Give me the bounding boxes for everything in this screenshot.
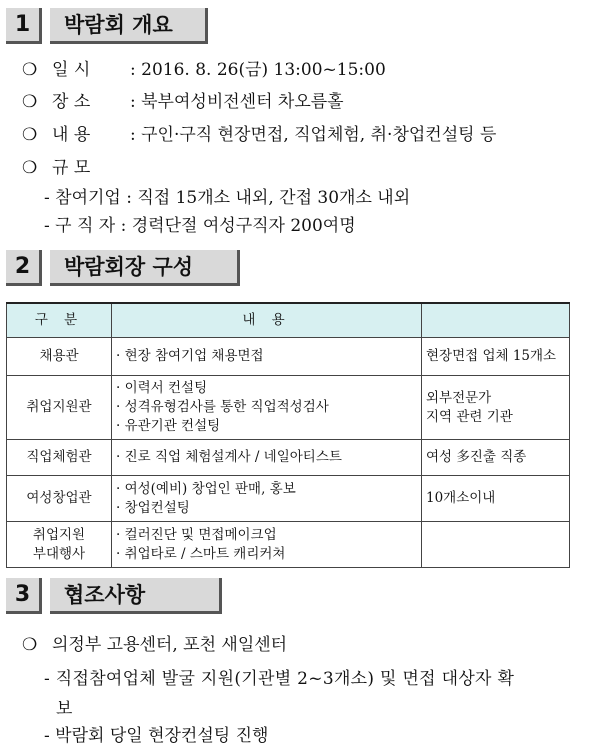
table-header-cell (422, 303, 570, 338)
table-row (7, 522, 570, 568)
bullet-icon: ❍ (22, 125, 38, 145)
contents-cell: · 현장 참여기업 채용면접 (112, 338, 422, 376)
category-cell: 채용관 (7, 338, 112, 376)
overview-value: : 북부여성비전센터 차오름홀 (130, 92, 344, 112)
section-number: 1 (6, 8, 42, 44)
overview-label: 일 시 (52, 60, 91, 80)
contents-cell: · 진로 직업 체험설계사 / 네일아티스트 (112, 440, 422, 476)
table-row (7, 440, 570, 476)
category-cell: 취업지원관 (7, 376, 112, 440)
overview-label: 내 용 (52, 125, 91, 145)
overview-value: : 구인·구직 현장면접, 직업체험, 취·창업컨설팅 등 (130, 125, 497, 145)
cooperation-subitem: 보 (56, 699, 73, 719)
table-row (7, 476, 570, 522)
bullet-icon: ❍ (22, 60, 38, 80)
table-row (7, 338, 570, 376)
section-title: 박람회 개요 (50, 8, 208, 44)
contents-cell: · 컬러진단 및 면접메이크업 · 취업타로 / 스마트 캐리커쳐 (112, 522, 422, 568)
note-cell: 외부전문가 지역 관련 기관 (422, 376, 570, 440)
category-cell: 여성창업관 (7, 476, 112, 522)
note-cell: 현장면접 업체 15개소 (422, 338, 570, 376)
cooperation-main: 의정부 고용센터, 포천 새일센터 (52, 635, 288, 655)
cooperation-subitem: - 박람회 당일 현장컨설팅 진행 (44, 726, 269, 746)
table-row (7, 376, 570, 440)
composition-table (6, 302, 570, 568)
bullet-icon: ❍ (22, 635, 38, 655)
category-cell: 직업체험관 (7, 440, 112, 476)
overview-subitem: - 참여기업 : 직접 15개소 내외, 간접 30개소 내외 (44, 188, 411, 208)
bullet-icon: ❍ (22, 92, 38, 112)
note-cell: 10개소이내 (422, 476, 570, 522)
overview-label: 장 소 (52, 92, 91, 112)
cooperation-subitem: - 직접참여업체 발굴 지원(기관별 2~3개소) 및 면접 대상자 확 (44, 669, 515, 689)
overview-label: 규 모 (52, 158, 91, 178)
section-title: 협조사항 (50, 578, 222, 614)
note-cell: 여성 多진출 직종 (422, 440, 570, 476)
section-title: 박람회장 구성 (50, 250, 240, 286)
bullet-icon: ❍ (22, 158, 38, 178)
section-number: 2 (6, 250, 42, 286)
section-number: 3 (6, 578, 42, 614)
overview-subitem: - 구 직 자 : 경력단절 여성구직자 200여명 (44, 216, 356, 236)
overview-value: : 2016. 8. 26(금) 13:00~15:00 (130, 60, 386, 80)
note-cell (422, 522, 570, 568)
category-cell: 취업지원 부대행사 (7, 522, 112, 568)
table-header-row (7, 303, 570, 338)
contents-cell: · 이력서 컨설팅 · 성격유형검사를 통한 직업적성검사 · 유관기관 컨설팅 (112, 376, 422, 440)
table-header-cell: 내 용 (112, 303, 422, 338)
table-header-cell: 구 분 (7, 303, 112, 338)
contents-cell: · 여성(예비) 창업인 판매, 홍보 · 창업컨설팅 (112, 476, 422, 522)
